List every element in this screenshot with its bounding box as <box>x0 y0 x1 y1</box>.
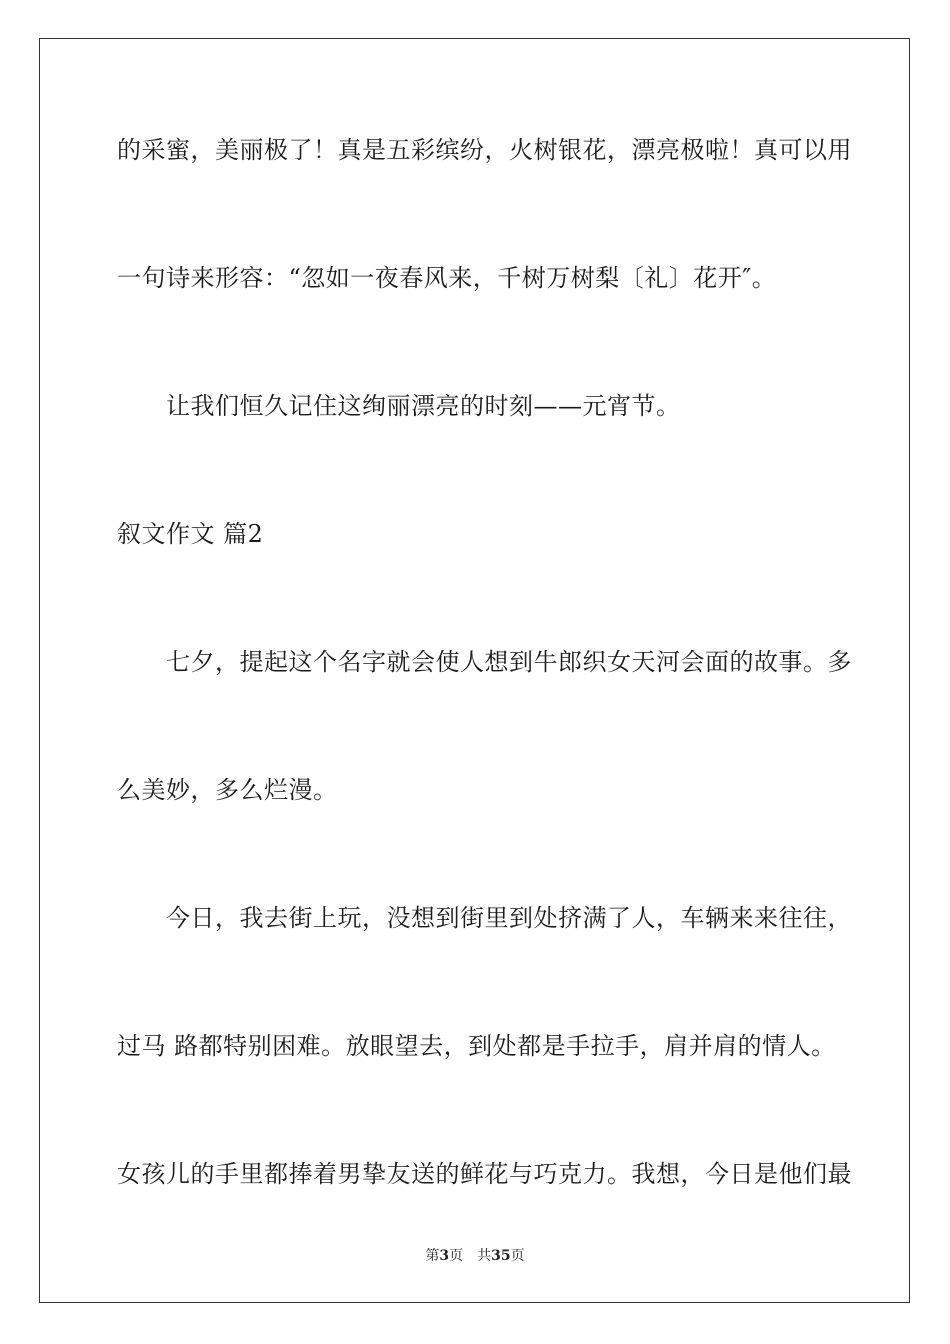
page-footer <box>0 1247 950 1265</box>
text-line-2: 一句诗来形容：“忽如一夜春风来，千树万树梨〔礼〕花开″。 <box>117 264 777 292</box>
footer-total-number: 35 <box>491 1248 511 1264</box>
footer-total-prefix: 共 <box>477 1248 492 1264</box>
text-line-8: 过马 路都特别困难。放眼望去，到处都是手拉手，肩并肩的情人。 <box>117 1032 836 1060</box>
text-line-3: 让我们恒久记住这绚丽漂亮的时刻——元宵节。 <box>166 392 681 420</box>
text-line-5: 七夕，提起这个名字就会使人想到牛郎织女天河会面的故事。多 <box>166 648 852 676</box>
footer-page-prefix: 第 <box>425 1248 440 1264</box>
footer-total-suffix: 页 <box>510 1248 525 1264</box>
section-heading: 叙文作文 篇2 <box>117 520 264 548</box>
text-line-9: 女孩儿的手里都捧着男挚友送的鲜花与巧克力。我想，今日是他们最 <box>117 1160 852 1188</box>
footer-page-number: 3 <box>439 1248 450 1264</box>
footer-page-suffix: 页 <box>449 1248 464 1264</box>
text-line-6: 么美妙，多么烂漫。 <box>117 776 338 804</box>
text-line-7: 今日，我去街上玩，没想到街里到处挤满了人，车辆来来往往， <box>166 904 852 932</box>
text-line-1: 的采蜜，美丽极了！真是五彩缤纷，火树银花，漂亮极啦！真可以用 <box>117 136 852 164</box>
